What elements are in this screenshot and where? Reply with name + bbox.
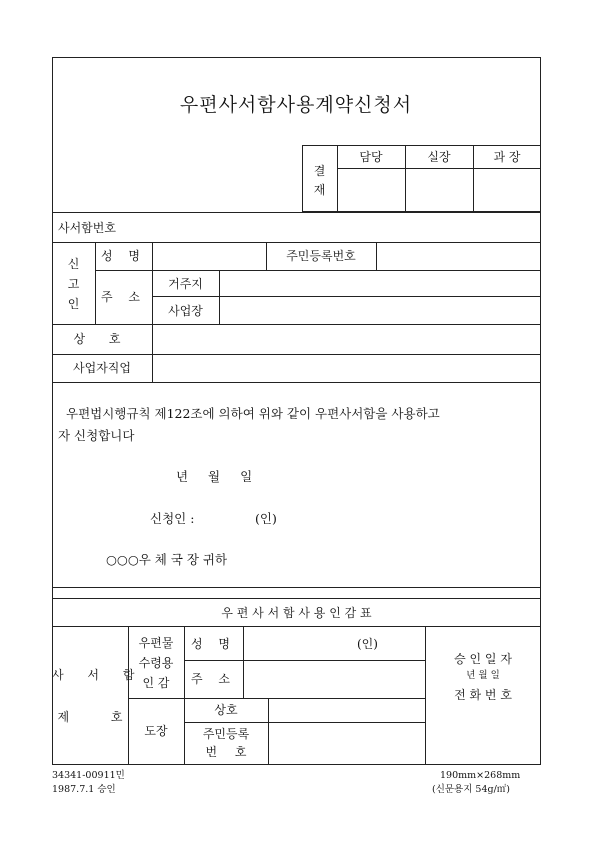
mail-receipt-seal-2: 수령용	[138, 656, 174, 670]
applicant-side-3: 인	[67, 297, 80, 311]
form-title: 우편사서함사용계약신청서	[179, 94, 413, 116]
approval-label-1: 결	[313, 164, 326, 178]
approval-label-2: 재	[313, 183, 326, 197]
statement-line-1: 우편법시행규칙 제122조에 의하여 위와 같이 우편사서함을 사용하고	[66, 406, 440, 421]
business-occupation-label: 사업자직업	[73, 361, 131, 375]
applicant-sign-label: 신청인 :	[150, 511, 195, 526]
approval-col-chief: 실장	[427, 150, 451, 164]
applicant-side-2: 고	[67, 277, 80, 291]
approval-date-label: 승 인 일 자	[454, 652, 512, 666]
seal-id-label-1: 주민등록	[202, 727, 250, 741]
approval-date-small: 년 월 일	[466, 670, 500, 681]
phone-label: 전 화 번 호	[454, 688, 512, 702]
workplace-label: 사업장	[168, 304, 203, 318]
seal-trade-label: 상호	[214, 703, 238, 717]
statement-line-2: 자 신청합니다	[58, 428, 135, 443]
mail-receipt-seal-3: 인 감	[142, 676, 170, 690]
seal-mark: (인)	[357, 637, 378, 651]
form-number: 34341-00911민	[52, 770, 125, 781]
residence-label: 거주지	[168, 277, 203, 291]
name-label: 성 명	[101, 249, 146, 263]
seal-id-label-2: 번 호	[205, 745, 247, 759]
applicant-seal: (인)	[255, 511, 277, 526]
trade-name-label: 상 호	[73, 332, 131, 346]
approval-col-manager: 과 장	[493, 150, 521, 164]
approval-col-staff: 담당	[359, 150, 383, 164]
seal-address-label: 주 소	[191, 672, 236, 686]
addressee: ○○○우 체 국 장 귀하	[106, 552, 228, 567]
seal-name-label: 성 명	[191, 637, 236, 651]
applicant-side-1: 신	[67, 257, 80, 271]
id-number-label: 주민등록번호	[286, 249, 356, 263]
po-box-number-label: 사서함번호	[58, 221, 116, 235]
number-label: 제 호	[57, 710, 123, 724]
date-line: 년 월 일	[176, 469, 253, 484]
address-label: 주 소	[101, 290, 146, 304]
seal-section-header: 우 편 사 서 함 사 용 인 감 표	[221, 606, 372, 620]
po-box-label: 사 서 함	[52, 668, 145, 682]
mail-receipt-seal-1: 우편물	[138, 636, 174, 650]
paper-type: (신문용지 54g/㎡)	[432, 784, 511, 795]
stamp-label: 도장	[144, 724, 168, 738]
approval-note: 1987.7.1 승인	[52, 784, 116, 795]
paper-size: 190mm×268mm	[440, 770, 521, 781]
